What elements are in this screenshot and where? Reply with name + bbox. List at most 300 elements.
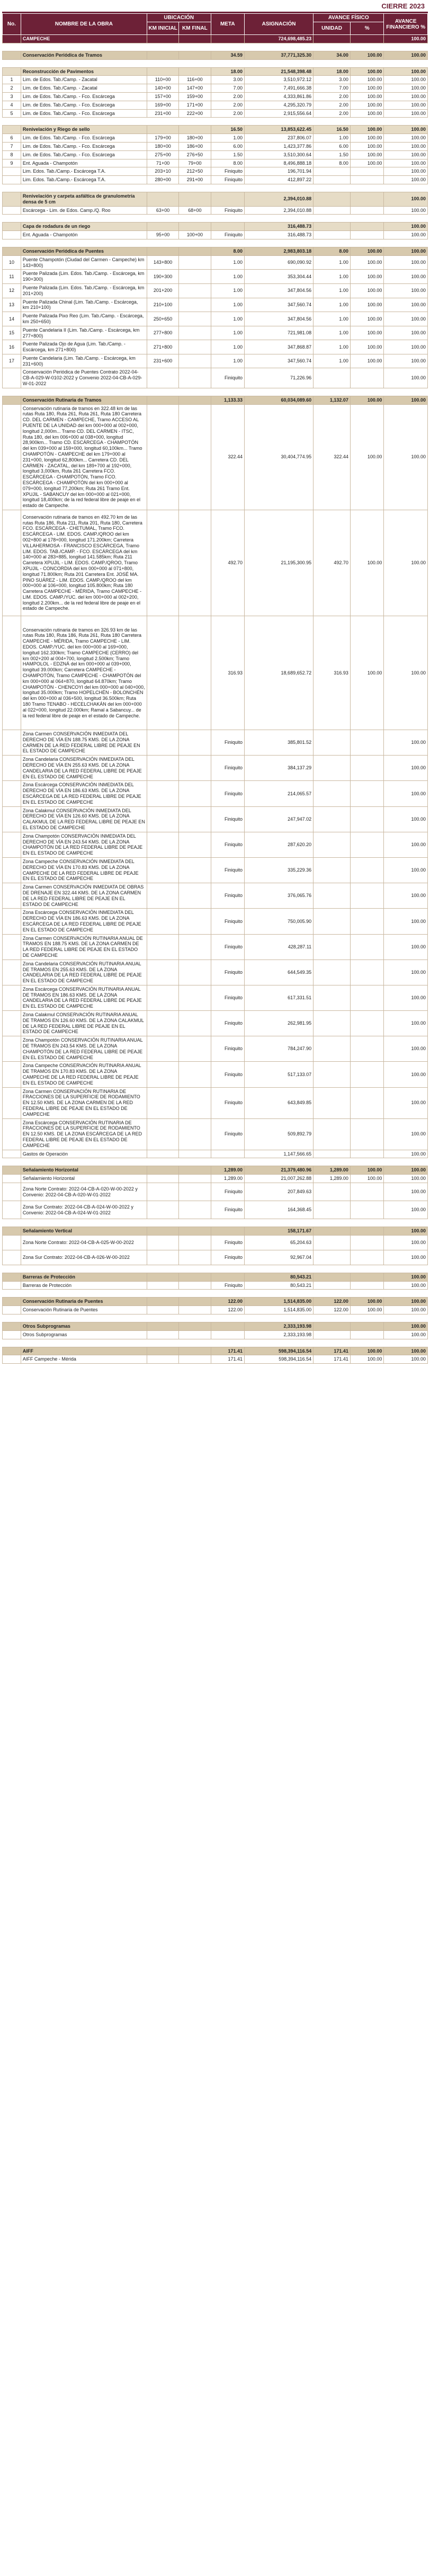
cell-meta: 1.00 [211,298,244,312]
cell-no [3,1355,21,1364]
table-row [3,960,428,985]
cell-no [3,126,21,134]
cell-unidad: 7.00 [313,84,351,93]
cell-no [3,231,21,239]
spacer-cell [3,184,428,192]
table-row [3,1235,428,1250]
cell-avance-financiero: 100.00 [384,781,428,806]
cell-asignacion: 643,849.85 [245,1087,313,1118]
cell-avance-financiero: 100.00 [384,1011,428,1036]
cell-km-final [179,192,211,206]
table-row [3,857,428,883]
cell-meta: Finiquito [211,1087,244,1118]
cell-name: Zona Carmen CONSERVACIÓN INMEDIATA DE OBRAS DE DRENAJE EN 322.44 KMS. DE LA ZONA CARMEN DE LA RED FEDERAL LIBRE DE PEAJE EN EL ESTADO DE CAMPECHE [21,883,147,909]
cell-unidad [313,1062,351,1087]
cell-asignacion: 1,514,835.00 [245,1298,313,1306]
cell-km-final [179,223,211,231]
table-row [3,883,428,909]
cell-pct: 100.00 [350,150,383,159]
cell-km-final: 276+50 [179,150,211,159]
cell-km-inicial: 271+800 [147,340,178,354]
table-row [3,909,428,934]
cell-km-final [179,1087,211,1118]
cell-asignacion: 7,491,666.38 [245,84,313,93]
cell-asignacion: 412,897.22 [245,176,313,184]
cell-pct [350,960,383,985]
cell-unidad [313,1087,351,1118]
cell-name: Zona Sur Contrato: 2022-04-CB-A-026-W-00-2022 [21,1250,147,1265]
cell-avance-financiero: 100.00 [384,857,428,883]
cell-asignacion: 196,701.94 [245,167,313,176]
cell-avance-financiero: 100.00 [384,1201,428,1219]
spacer-cell [3,1265,428,1273]
cell-no: 13 [3,298,21,312]
cell-km-inicial [147,730,178,756]
spacer-cell [3,215,428,223]
cell-avance-financiero: 100.00 [384,909,428,934]
cell-meta: Finiquito [211,756,244,781]
cell-unidad [313,1183,351,1201]
cell-name: Gastos de Operación [21,1150,147,1158]
cell-km-inicial [147,985,178,1010]
cell-pct [350,730,383,756]
cell-unidad: 1,289.00 [313,1166,351,1175]
cell-avance-financiero: 100.00 [384,283,428,298]
cell-asignacion: 207,849.63 [245,1183,313,1201]
cell-km-final [179,1330,211,1339]
cell-no [3,857,21,883]
spacer-row [3,43,428,51]
cell-meta: 2.00 [211,109,244,118]
cell-asignacion: 4,333,861.86 [245,92,313,101]
cell-avance-financiero: 100.00 [384,1322,428,1330]
cell-meta: 8.00 [211,159,244,167]
cell-km-inicial [147,1118,178,1150]
cell-pct: 100.00 [350,283,383,298]
col-ubicacion: UBICACIÓN [147,14,211,22]
cell-no [3,67,21,76]
cell-km-final [179,1281,211,1290]
cell-name: Conservación Periódica de Puentes Contrato 2022-04-CB-A-029-W-0102-2022 y Convenio 2022-04-CB-A-029-W-01-2022 [21,368,147,388]
cell-km-final [179,806,211,832]
cell-km-final [179,730,211,756]
cell-km-final [179,51,211,59]
cell-asignacion: 316,488.73 [245,223,313,231]
cell-km-inicial [147,883,178,909]
cell-avance-financiero: 100.00 [384,101,428,109]
program-row [3,1322,428,1330]
cell-pct: 100.00 [350,326,383,340]
cell-meta: Finiquito [211,206,244,215]
table-row [3,781,428,806]
program-row [3,1166,428,1175]
obras-table [2,13,428,1364]
cell-name: Otros Subprogramas [21,1322,147,1330]
cell-unidad: 2.00 [313,109,351,118]
cell-pct: 100.00 [350,159,383,167]
table-row [3,1281,428,1290]
spacer-cell [3,59,428,67]
cell-name: Zona Norte Contrato: 2022-04-CB-A-025-W-00-2022 [21,1235,147,1250]
table-row [3,985,428,1010]
cell-name: Señalamiento Horizontal [21,1175,147,1183]
cell-meta: 2.00 [211,92,244,101]
cell-name: Zona Carmen CONSERVACIÓN RUTINARIA DE FRACCIONES DE LA SUPERFICIE DE RODAMIENTO EN 12.50 KMS. DE LA ZONA CARMEN DE LA RED FEDERAL LIBRE DE PEAJE EN EL ESTADO DE CAMPECHE [21,1087,147,1118]
cell-avance-financiero: 100.00 [384,206,428,215]
cell-asignacion: 347,560.74 [245,298,313,312]
cell-name: Conservación rutinaria de tramos en 492.70 km de las rutas Ruta 186, Ruta 211, Ruta 201, Ruta 180, Carretera FCO. ESCÁRCEGA - CHETUMAL, Tramo FCO. ESCÁRCEGA - LIM. EDOS. CAMP./QROO del km 002+800 al 178+000, longitud 171.200km; Carretera VILLAHERMOSA - FRANCISCO ESCÁRCEGA, Tramo LIM. EDOS. TAB./CAMP. - FCO. ESCÁRCEGA del km 140+000 al 283+885, longitud 141.585km; Ruta 211 Carretera XPUJIL - LIM. EDOS. CAMP./QROO, Tramo XPUJIL - CONCORDIA del km 000+000 al 071+800, longitud 71.800km; Ruta 201 Carretera Ent. JOSÉ MA. PINO SUÁREZ - LIM. EDOS. CAMP./QROO del km 000+000 al 106+000, longitud 105.800km; Ruta 180 Carretera CAMPECHE - MÉRIDA, Tramo CAMPECHE - LIM. EDOS. CAMP./YUC. del km 000+000 al 002+200, longitud 2.200km... de la red federal libre de peaje en el estado de Campeche. [21,510,147,616]
cell-no: 4 [3,101,21,109]
table-row [3,231,428,239]
table-row [3,176,428,184]
cell-no [3,396,21,404]
cell-name: Conservación Periódica de Puentes [21,247,147,255]
cell-meta: Finiquito [211,1118,244,1150]
cell-name: Escárcega - Lim. de Edos. Camp./Q. Roo [21,206,147,215]
cell-unidad [313,730,351,756]
cell-name: Lim. de Edos. Tab./Camp. - Fco. Escárcega [21,109,147,118]
cell-avance-financiero: 100.00 [384,404,428,510]
cell-meta: 1,289.00 [211,1175,244,1183]
cell-unidad [313,1150,351,1158]
cell-no [3,176,21,184]
cell-avance-financiero: 100.00 [384,1306,428,1314]
cell-pct [350,1183,383,1201]
cell-km-inicial [147,616,178,730]
cell-no: 8 [3,150,21,159]
cell-km-final [179,781,211,806]
cell-avance-financiero: 100.00 [384,756,428,781]
cell-meta [211,1273,244,1281]
program-row [3,396,428,404]
cell-unidad: 34.00 [313,51,351,59]
cell-km-final [179,909,211,934]
cell-asignacion: 517,133.07 [245,1062,313,1087]
cell-avance-financiero: 100.00 [384,150,428,159]
table-row [3,1201,428,1219]
cell-km-inicial [147,1281,178,1290]
table-row [3,1118,428,1150]
cell-pct: 100.00 [350,616,383,730]
cell-unidad: 1,289.00 [313,1175,351,1183]
cell-name: Lim. de Edos. Tab./Camp. - Fco. Escárcega [21,101,147,109]
cell-km-final [179,396,211,404]
cell-km-final [179,1355,211,1364]
cell-km-inicial [147,1330,178,1339]
cell-meta: Finiquito [211,167,244,176]
table-row [3,1062,428,1087]
cell-meta: 492.70 [211,510,244,616]
cell-unidad: 171.41 [313,1347,351,1355]
table-row [3,76,428,84]
cell-avance-financiero: 100.00 [384,35,428,43]
cell-unidad: 1.00 [313,340,351,354]
cell-km-final [179,255,211,270]
table-row [3,806,428,832]
cell-km-inicial: 143+800 [147,255,178,270]
table-row [3,92,428,101]
cell-unidad [313,1227,351,1236]
col-unidad: UNIDAD [313,22,351,35]
cell-meta: 18.00 [211,67,244,76]
cell-km-final: 147+00 [179,84,211,93]
cell-no [3,1306,21,1314]
cell-no [3,985,21,1010]
table-row [3,934,428,960]
cell-name: Zona Escárcega CONSERVACIÓN INMEDIATA DEL DERECHO DE VÍA EN 186.63 KMS. DE LA ZONA ESCÁRCEGA DE LA RED FEDERAL LIBRE DE PEAJE EN EL ESTADO DE CAMPECHE [21,909,147,934]
cell-avance-financiero: 100.00 [384,51,428,59]
cell-name: Puente Champotón (Ciudad del Carmen - Campeche) km 143+800) [21,255,147,270]
cell-name: AIFF [21,1347,147,1355]
col-meta: META [211,14,244,35]
cell-pct: 100.00 [350,298,383,312]
cell-asignacion: 721,981.08 [245,326,313,340]
cell-name: Puente Palizada (Lim. Edos. Tab./Camp. - Escárcega, km 201+200) [21,283,147,298]
cell-pct [350,223,383,231]
cell-km-final [179,1227,211,1236]
cell-asignacion: 347,804.56 [245,312,313,326]
cell-name: Conservación Periódica de Tramos [21,51,147,59]
cell-asignacion: 71,226.96 [245,368,313,388]
table-row [3,206,428,215]
cell-pct: 100.00 [350,1298,383,1306]
table-row [3,354,428,368]
table-row [3,368,428,388]
table-row [3,270,428,284]
cell-meta: 1.00 [211,340,244,354]
cell-unidad: 122.00 [313,1298,351,1306]
cell-km-inicial [147,1298,178,1306]
cell-avance-financiero: 100.00 [384,142,428,150]
cell-km-final [179,510,211,616]
cell-km-final [179,368,211,388]
cell-km-inicial [147,1355,178,1364]
cell-km-inicial [147,1062,178,1087]
cell-name: Zona Carmen CONSERVACIÓN INMEDIATA DEL DERECHO DE VÍA EN 188.75 KMS. DE LA ZONA CARMEN DE LA RED FEDERAL LIBRE DE PEAJE EN EL ESTADO DE CAMPECHE [21,730,147,756]
cell-avance-financiero: 100.00 [384,1166,428,1175]
cell-meta: Finiquito [211,985,244,1010]
cell-unidad: 18.00 [313,67,351,76]
cell-meta: Finiquito [211,1011,244,1036]
cell-km-inicial [147,1036,178,1062]
cell-name: Señalamiento Horizontal [21,1166,147,1175]
cell-km-inicial [147,1306,178,1314]
cell-no [3,1298,21,1306]
cell-pct: 100.00 [350,312,383,326]
cell-name: AIFF Campeche - Mérida [21,1355,147,1364]
cell-meta: Finiquito [211,909,244,934]
cell-asignacion: 376,065.76 [245,883,313,909]
cell-avance-financiero: 100.00 [384,934,428,960]
cell-pct: 100.00 [350,134,383,143]
cell-km-inicial [147,1347,178,1355]
cell-unidad [313,1036,351,1062]
cell-asignacion: 214,065.57 [245,781,313,806]
cell-avance-financiero: 100.00 [384,92,428,101]
cell-km-final [179,756,211,781]
cell-unidad: 8.00 [313,247,351,255]
cell-asignacion: 384,137.29 [245,756,313,781]
cell-unidad [313,223,351,231]
cell-unidad [313,781,351,806]
cell-meta [211,223,244,231]
cell-km-final [179,126,211,134]
cell-unidad [313,960,351,985]
cell-unidad: 316.93 [313,616,351,730]
cell-no [3,1235,21,1250]
cell-unidad [313,167,351,176]
cell-name: Lim. de Edos. Tab./Camp. - Fco. Escárcega [21,150,147,159]
cell-name: Lim. de Edos. Tab./Camp. - Zacatal [21,76,147,84]
cell-asignacion: 92,967.04 [245,1250,313,1265]
cell-meta: Finiquito [211,934,244,960]
cell-name: Conservación Rutinaria de Puentes [21,1306,147,1314]
col-asignacion: ASIGNACIÓN [245,14,313,35]
cell-no [3,1011,21,1036]
spacer-cell [3,1158,428,1166]
cell-no [3,832,21,857]
cell-pct: 100.00 [350,84,383,93]
cell-unidad [313,1011,351,1036]
cell-no: 11 [3,270,21,284]
cell-km-inicial: 169+00 [147,101,178,109]
program-row [3,51,428,59]
subprogram-row [3,223,428,231]
table-row [3,404,428,510]
cell-meta: 3.00 [211,76,244,84]
cell-avance-financiero: 100.00 [384,1062,428,1087]
spacer-cell [3,1314,428,1322]
cell-km-final: 212+50 [179,167,211,176]
table-row [3,730,428,756]
cell-no [3,1036,21,1062]
cell-km-final [179,1011,211,1036]
cell-meta: 316.93 [211,616,244,730]
cell-meta: 122.00 [211,1298,244,1306]
cell-km-final [179,1183,211,1201]
cell-meta: 1.00 [211,255,244,270]
cell-name: Zona Escárcega CONSERVACIÓN RUTINARIA ANUAL DE TRAMOS EN 186.63 KMS. DE LA ZONA CANDELARIA DE LA RED FEDERAL LIBRE DE PEAJE EN EL ESTADO DE CAMPECHE [21,985,147,1010]
cell-asignacion: 237,806.07 [245,134,313,143]
cell-no [3,781,21,806]
cell-asignacion: 2,333,193.98 [245,1322,313,1330]
cell-km-inicial: 275+00 [147,150,178,159]
cell-km-final [179,1250,211,1265]
cell-avance-financiero: 100.00 [384,340,428,354]
cell-avance-financiero: 100.00 [384,806,428,832]
cell-km-inicial [147,1235,178,1250]
cell-name: Zona Campeche CONSERVACIÓN RUTINARIA ANUAL DE TRAMOS EN 170.83 KMS. DE LA ZONA CAMPECHE DE LA RED FEDERAL LIBRE DE PEAJE EN EL ESTADO DE CAMPECHE [21,1062,147,1087]
cell-no [3,1175,21,1183]
cell-unidad [313,806,351,832]
cell-avance-financiero: 100.00 [384,1118,428,1150]
cell-meta [211,192,244,206]
cell-pct: 100.00 [350,404,383,510]
cell-meta: 1.00 [211,312,244,326]
cell-unidad: 171.41 [313,1355,351,1364]
cell-no: 17 [3,354,21,368]
cell-no [3,1322,21,1330]
cell-no: 14 [3,312,21,326]
cell-name: Conservación rutinaria de tramos en 322.48 km de las rutas Ruta 180, Ruta 261, Ruta 261, Ruta 180 Carretera CD. DEL CARMEN - CAMPECHE, Tramo ACCESO AL PUENTE DE LA UNIDAD del km 000+000 al 002+000, longitud 2,000m... Tramo CD. DEL CARMEN - ITSC, Ruta 180, del km 006+000 al 038+000, longitud 28,900km... Tramo CD. ESCÁRCEGA - CHAMPOTÓN del km 039+000 al 159+000, longitud 60,100km... Tramo CHAMPOTÓN - CAMPECHE del km 179+000 al 231+000, longitud 62,800km... Carretera CD. DEL CARMEN - ZACATAL, del km 189+700 al 192+000, longitud 3,000km, Ruta 261 Carretera FCO. ESCÁRCEGA - CHAMPOTÓN, Tramo FCO. ESCÁRCEGA - CHAMPOTÓN del km 000+000 al 079+000, longitud 77,200km; Ruta 261 Tramo Ent. XPUJIL - SABANCUY del km 000+000 al 021+000, longitud 18,400km; de la red federal libre de peaje en el estado de Campeche. [21,404,147,510]
cell-avance-financiero: 100.00 [384,255,428,270]
cell-name: Señalamiento Vertical [21,1227,147,1236]
cell-pct [350,756,383,781]
cell-name: Barreras de Protección [21,1273,147,1281]
cell-asignacion: 750,005.90 [245,909,313,934]
cell-pct [350,167,383,176]
cell-unidad [313,832,351,857]
cell-pct [350,857,383,883]
cell-no [3,368,21,388]
table-row [3,159,428,167]
cell-meta: Finiquito [211,883,244,909]
cell-asignacion: 18,689,652.72 [245,616,313,730]
cell-asignacion: 8,496,888.18 [245,159,313,167]
cell-km-inicial [147,35,178,43]
cell-avance-financiero: 100.00 [384,1183,428,1201]
cell-avance-financiero: 100.00 [384,247,428,255]
cell-km-inicial: 179+00 [147,134,178,143]
cell-asignacion: 21,379,480.96 [245,1166,313,1175]
program-row [3,1273,428,1281]
table-row [3,312,428,326]
cell-name: Zona Candelaria CONSERVACIÓN RUTINARIA ANUAL DE TRAMOS EN 255.63 KMS. DE LA ZONA CANDELARIA DE LA RED FEDERAL LIBRE DE PEAJE EN EL ESTADO DE CAMPECHE [21,960,147,985]
cell-km-final [179,1175,211,1183]
cell-km-inicial: 250+650 [147,312,178,326]
cell-km-inicial [147,1175,178,1183]
cell-no [3,1273,21,1281]
table-row [3,1306,428,1314]
spacer-cell [3,1290,428,1298]
table-row [3,298,428,312]
cell-pct: 100.00 [350,1355,383,1364]
cell-asignacion: 335,229.36 [245,857,313,883]
cell-avance-financiero: 100.00 [384,84,428,93]
cell-avance-financiero: 100.00 [384,223,428,231]
cell-avance-financiero: 100.00 [384,1175,428,1183]
cell-avance-financiero: 100.00 [384,1250,428,1265]
spacer-row [3,1290,428,1298]
cell-no [3,404,21,510]
cell-unidad [313,1281,351,1290]
cell-unidad [313,909,351,934]
table-row [3,150,428,159]
cell-asignacion: 1,147,566.65 [245,1150,313,1158]
cierre-badge: CIERRE 2023 [381,2,425,10]
cell-asignacion: 164,368.45 [245,1201,313,1219]
cell-no [3,247,21,255]
cell-km-inicial: 210+100 [147,298,178,312]
cell-unidad: 1.00 [313,354,351,368]
cell-pct: 100.00 [350,354,383,368]
cell-name: Ent. Aguada - Champotón [21,231,147,239]
cell-unidad: 1.00 [313,255,351,270]
cell-meta: Finiquito [211,176,244,184]
cell-km-final [179,312,211,326]
cell-km-inicial: 110+00 [147,76,178,84]
cell-meta: 322.44 [211,404,244,510]
cell-km-final [179,616,211,730]
cell-asignacion: 3,510,300.64 [245,150,313,159]
cell-avance-financiero: 100.00 [384,1347,428,1355]
cell-avance-financiero: 100.00 [384,354,428,368]
cell-km-inicial [147,51,178,59]
cell-km-inicial [147,857,178,883]
cell-no: 3 [3,92,21,101]
cell-name: Zona Carmen CONSERVACIÓN RUTINARIA ANUAL DE TRAMOS EN 188.75 KMS. DE LA ZONA CARMEN DE LA RED FEDERAL LIBRE DE PEAJE EN EL ESTADO DE CAMPECHE [21,934,147,960]
cell-avance-financiero: 100.00 [384,298,428,312]
